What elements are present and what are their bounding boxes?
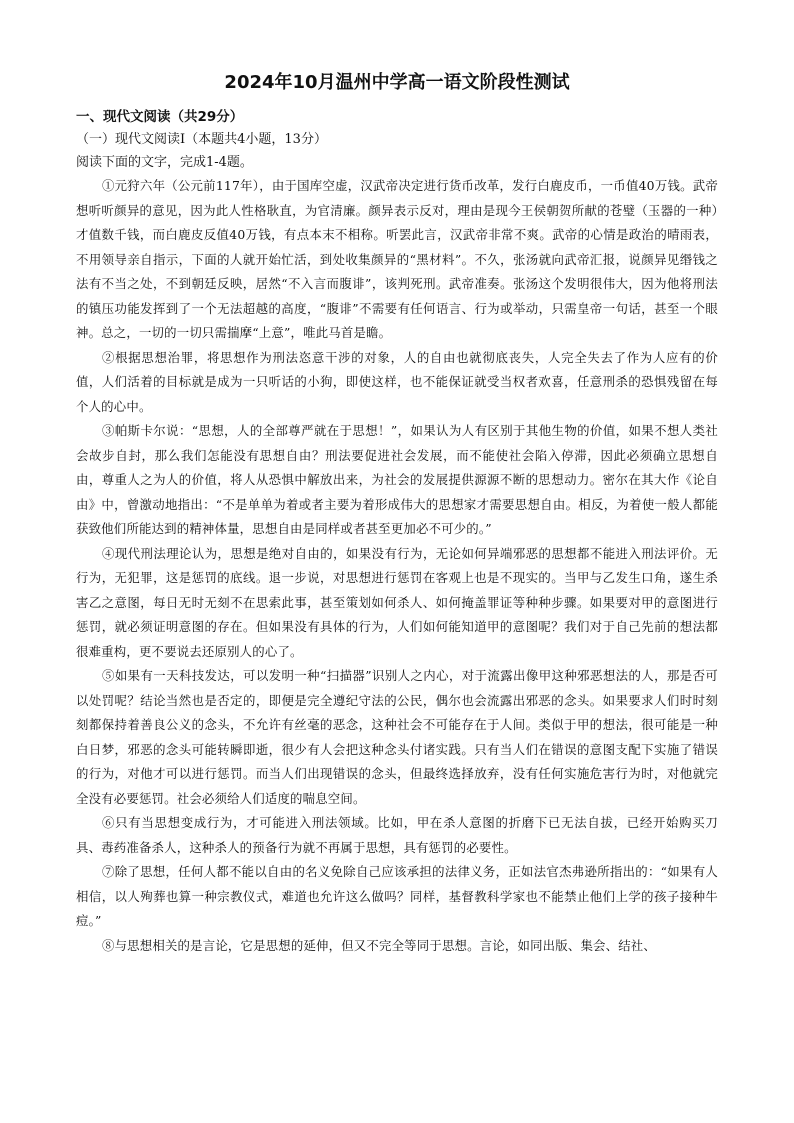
section-heading: 一、现代文阅读（共29分） (76, 109, 244, 125)
passage-paragraph-6: ⑥只有当思想变成行为，才可能进入刑法领域。比如，甲在杀人意图的折磨下已无法自拔，已经开始购买刀具、毒药准备杀人，这种杀人的预备行为就不再属于思想，具有惩罚的必要性。 (76, 815, 718, 855)
reading-passage (76, 174, 718, 958)
passage-paragraph-4: ④现代刑法理论认为，思想是绝对自由的，如果没有行为，无论如何异端邪恶的思想都不能进入刑法评价。无行为，无犯罪，这是惩罚的底线。退一步说，对思想进行惩罚在客观上也是不现实的。当甲与乙发生口角，遂生杀害乙之意图，每日无时无刻不在思索此事，甚至策划如何杀人、如何掩盖罪证等种种步骤。如果要对甲的意图进行惩罚，就必须证明意图的存在。但如果没有具体的行为，人们如何能知道甲的意图呢？我们对于自己先前的想法都很难重构，更不要说去还原别人的心了。 (76, 545, 718, 659)
sub-heading: （一）现代文阅读Ⅰ（本题共4小题，13分） (76, 132, 327, 147)
passage-paragraph-3: ③帕斯卡尔说：“思想，人的全部尊严就在于思想！”，如果认为人有区别于其他生物的价值，如果不想人类社会故步自封，那么我们怎能没有思想自由？刑法要促进社会发展，而不能使社会陷入停滞，因此必须确立思想自由，尊重人之为人的价值，将人从恐惧中解放出来，为社会的发展提供源源不断的思想动力。密尔在其大作《论自由》中，曾激动地指出：“不是单单为着或者主要为着形成伟大的思想家才需要思想自由。相反，为着使一般人都能获致他们所能达到的精神体量，思想自由是同样或者甚至更加必不可少的。” (76, 423, 718, 536)
passage-paragraph-1: ①元狩六年（公元前117年），由于国库空虚，汉武帝决定进行货币改革，发行白鹿皮币，一币值40万钱。武帝想听听颜异的意见，因为此人性格耿直，为官清廉。颜异表示反对，理由是现今王侯朝贺所献的苍璧（玉器的一种）才值数千钱，而白鹿皮反值40万钱，有点本末不相称。听罢此言，汉武帝非常不爽。武帝的心情是政治的晴雨表，不用领导亲自指示，下面的人就开始忙活，到处收集颜异的“黑材料”。不久，张汤就向武帝汇报，说颜异见缗钱之法有不当之处，不到朝廷反映，居然“不入言而腹诽”，该判死刑。武帝准奏。张汤这个发明很伟大，因为他将刑法的镇压功能发挥到了一个无法超越的高度，“腹诽”不需要有任何语言、行为或举动，只需皇帝一句话，甚至一个眼神。总之，一切的一切只需揣摩“上意”，唯此马首是瞻。 (76, 178, 718, 340)
exam-title: 2024年10月温州中学高一语文阶段性测试 (224, 72, 570, 93)
passage-paragraph-7: ⑦除了思想，任何人都不能以自由的名义免除自己应该承担的法律义务，正如法官杰弗逊所指出的：“如果有人相信，以人殉葬也算一种宗教仪式，难道也允许这么做吗？同样，基督教科学家也不能禁止他们上学的孩子接种牛痘。” (76, 864, 718, 928)
passage-paragraph-8: ⑧与思想相关的是言论，它是思想的延伸，但又不完全等同于思想。言论，如同出版、集会、结社、 (102, 937, 656, 953)
passage-paragraph-5: ⑤如果有一天科技发达，可以发明一种“扫描器”识别人之内心，对于流露出像甲这种邪恶想法的人，那是否可以处罚呢？结论当然也是否定的，即便是完全遵纪守法的公民，偶尔也会流露出邪恶的念头。如果要求人们时时刻刻都保持着善良公义的念头，不允许有丝毫的恶念，这种社会不可能存在于人间。类似于甲的想法，很可能是一种白日梦，邪恶的念头可能转瞬即逝，很少有人会把这种念头付诸实践。只有当人们在错误的意图支配下实施了错误的行为，对他才可以进行惩罚。而当人们出现错误的念头，但最终选择放弃，没有任何实施危害行为时，对他就完全没有必要惩罚。社会必须给人们适度的喘息空间。 (76, 668, 718, 806)
passage-paragraph-2: ②根据思想治罪，将思想作为刑法恣意干涉的对象，人的自由也就彻底丧失，人完全失去了作为人应有的价值，人们活着的目标就是成为一只听话的小狗，即使这样，也不能保证就受当权者欢喜，任意刑杀的恐惧残留在每个人的心中。 (76, 349, 718, 414)
reading-instruction: 阅读下面的文字，完成1-4题。 (76, 155, 253, 170)
